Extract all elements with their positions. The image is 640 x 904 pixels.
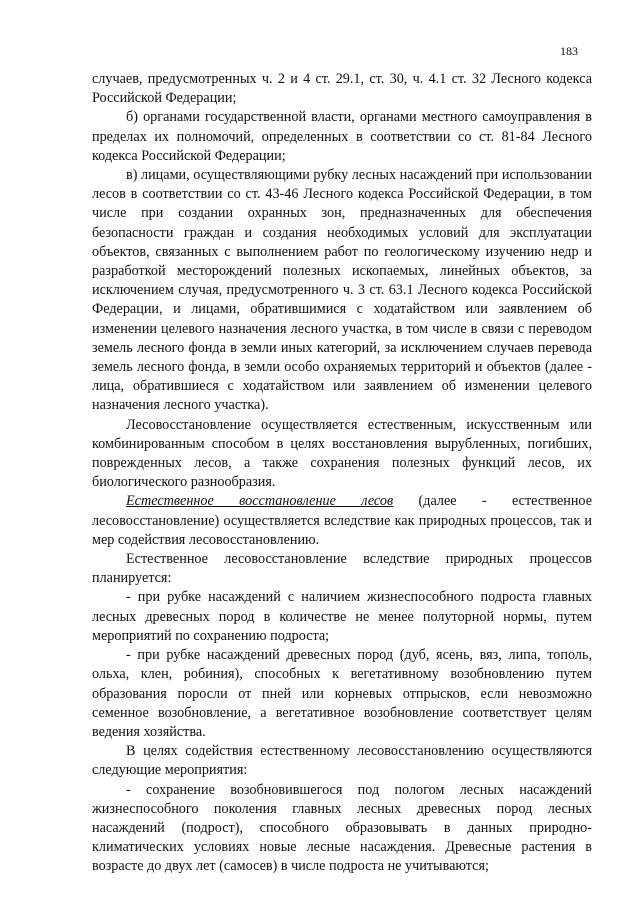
page-number: 183 xyxy=(560,44,578,58)
paragraph-item-v: в) лицами, осуществляющими рубку лесных насаждений при использовании лесов в соответствии со ст. 43-46 Лесного кодекса Российской Федерации, в том числе при создании охранных зон, предназначенных для обеспечения безопасности граждан и создания необходимых условий для эксплуатации объектов, связанных с выполнением работ по геологическому изучению недр и разработкой месторождений полезных ископаемых, линейных объектов, за исключением случая, предусмотренного ч. 3 ст. 63.1 Лесного кодекса Российской Федерации, и лицами, обратившимися с ходатайством или заявлением об изменении целевого назначения лесного участка, в том числе в связи с переводом земель лесного фонда в земли иных категорий, за исключением случаев перевода земель лесного фонда, в земли особо охраняемых территорий и объектов (далее - лица, обратившиеся с ходатайством или заявлением об изменении целевого назначения лесного участка). xyxy=(92,167,592,414)
document-body xyxy=(92,70,592,877)
paragraph-reforestation-methods: Лесовосстановление осуществляется естественным, искусственным или комбинированным способом в целях восстановления вырубленных, погибших, поврежденных лесов, а также сохранения полезных функций лесов, их биологического разнообразия. xyxy=(92,416,592,491)
paragraph-natural-reforestation xyxy=(92,492,592,550)
paragraph-natural-reforestation-text: (далее - естественное лесовосстановление) осуществляется вследствие как природных процессов, так и мер содействия лесовосстановлению. xyxy=(92,493,592,548)
paragraph-continuation: случаев, предусмотренных ч. 2 и 4 ст. 29.1, ст. 30, ч. 4.1 ст. 32 Лесного кодекса Российской Федерации; xyxy=(92,71,592,107)
paragraph-assistance-measures: В целях содействия естественному лесовосстановлению осуществляются следующие мероприятия: xyxy=(92,743,592,779)
list-item-preservation: - сохранение возобновившегося под пологом лесных насаждений жизнеспособного поколения главных лесных древесных пород лесных насаждений (подрост), способного образовывать в данных природно-климатических условиях новые лесные насаждения. Древесные растения в возрасте до двух лет (самосев) в числе подроста не учитываются; xyxy=(92,781,592,875)
term-natural-reforestation: Естественное восстановление лесов xyxy=(126,493,394,510)
list-item-undergrowth: - при рубке насаждений с наличием жизнеспособного подроста главных лесных древесных пород в количестве не менее полуторной нормы, путем мероприятий по сохранению подроста; xyxy=(92,589,592,644)
paragraph-natural-processes: Естественное лесовосстановление вследствие природных процессов планируется: xyxy=(92,551,592,587)
list-item-vegetative: - при рубке насаждений древесных пород (дуб, ясень, вяз, липа, тополь, ольха, клен, робиния), способных к вегетативному возобновлению путем образования поросли от пней или корневых отпрысков, если невозможно семенное возобновление, а вегетативное возобновление соответствует целям ведения хозяйства. xyxy=(92,647,592,740)
paragraph-item-b: б) органами государственной власти, органами местного самоуправления в пределах их полномочий, определенных в соответствии со ст. 81-84 Лесного кодекса Российской Федерации; xyxy=(92,109,592,164)
